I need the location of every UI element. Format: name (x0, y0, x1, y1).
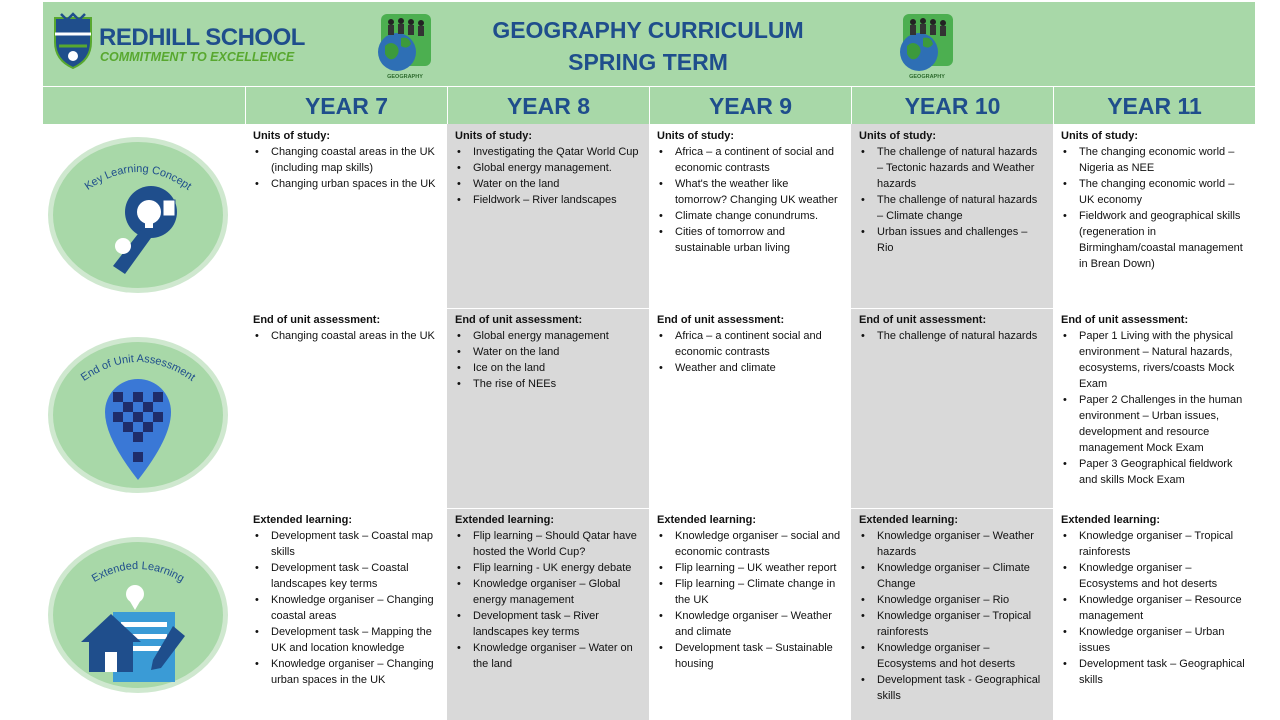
topic-list (455, 328, 641, 392)
section-heading: End of unit assessment: (859, 314, 987, 326)
list-item: • Global energy management (455, 328, 641, 344)
list-item: • Knowledge organiser – Weather and climate (657, 608, 843, 640)
cell-extended-year-11 (1053, 509, 1255, 688)
list-item: • Flip learning - UK energy debate (455, 560, 641, 576)
year-header-row (43, 86, 1255, 124)
cell-assessment-year-9 (649, 309, 851, 376)
svg-text:Key Learning Concept (83, 163, 194, 193)
geography-badge-label: GEOGRAPHY (909, 74, 945, 80)
year-header-10: YEAR 10 (851, 87, 1053, 125)
list-item: • Knowledge organiser – Water on the land (455, 640, 641, 672)
list-item: • Paper 2 Challenges in the human environment – Urban issues, development and resource management Mock Exam (1061, 392, 1247, 456)
list-item: • Knowledge organiser – Urban issues (1061, 624, 1247, 656)
section-heading: End of unit assessment: (657, 314, 785, 326)
topic-list (253, 144, 439, 192)
topic-list (1061, 328, 1247, 488)
section-heading: Units of study: (859, 130, 936, 142)
topic-list (657, 328, 843, 376)
list-item: • Knowledge organiser – Ecosystems and hot deserts (1061, 560, 1247, 592)
cell-units-year-9 (649, 125, 851, 256)
title-line-2: SPRING TERM (568, 49, 728, 75)
list-item: • Weather and climate (657, 360, 843, 376)
list-item: • The challenge of natural hazards – Tectonic hazards and Weather hazards (859, 144, 1045, 192)
list-item: • Knowledge organiser – Changing coastal areas (253, 592, 439, 624)
key-learning-concept-badge (53, 142, 223, 288)
section-heading: End of unit assessment: (455, 314, 583, 326)
list-item: • Investigating the Qatar World Cup (455, 144, 641, 160)
school-name: REDHILL SCHOOL (99, 24, 305, 51)
list-item: • Africa – a continent of social and economic contrasts (657, 144, 843, 176)
geography-badge-left (375, 12, 435, 82)
topic-list (253, 328, 439, 344)
topic-list (859, 528, 1045, 704)
list-item: • Cities of tomorrow and sustainable urban living (657, 224, 843, 256)
list-item: • Ice on the land (455, 360, 641, 376)
list-item: • Development task – Sustainable housing (657, 640, 843, 672)
section-heading: Units of study: (1061, 130, 1138, 142)
assessment-label: End of Unit Assessment (78, 352, 198, 384)
list-item: • Knowledge organiser – Global energy management (455, 576, 641, 608)
list-item: • Changing coastal areas in the UK (253, 328, 439, 344)
year-header-8: YEAR 8 (447, 87, 649, 125)
list-item: • Knowledge organiser – Rio (859, 592, 1045, 608)
list-item: • Knowledge organiser – social and economic contrasts (657, 528, 843, 560)
key-learning-label: Key Learning Concept (82, 162, 194, 193)
list-item: • Paper 1 Living with the physical environment – Natural hazards, ecosystems, rivers/coasts Mock Exam (1061, 328, 1247, 392)
cell-assessment-year-10 (851, 309, 1053, 344)
list-item: • Fieldwork – River landscapes (455, 192, 641, 208)
list-item: • The rise of NEEs (455, 376, 641, 392)
map-pin-icon (53, 342, 223, 488)
list-item: • Development task – Geographical skills (1061, 656, 1247, 688)
geography-badge-right (897, 12, 957, 82)
list-item: • Changing urban spaces in the UK (253, 176, 439, 192)
list-item: • Water on the land (455, 344, 641, 360)
globe-icon (375, 12, 435, 74)
year-header-9: YEAR 9 (649, 87, 851, 125)
title-line-1: GEOGRAPHY CURRICULUM (492, 17, 804, 43)
list-item: • The changing economic world – Nigeria as NEE (1061, 144, 1247, 176)
list-item: • Development task – River landscapes key terms (455, 608, 641, 640)
list-item: • Water on the land (455, 176, 641, 192)
cell-extended-year-7 (245, 509, 447, 688)
section-heading: Units of study: (455, 130, 532, 142)
extended-learning-badge (53, 542, 223, 688)
topic-list (455, 528, 641, 672)
list-item: • The changing economic world – UK economy (1061, 176, 1247, 208)
section-heading: Units of study: (253, 130, 330, 142)
list-item: • Knowledge organiser – Tropical rainforests (859, 608, 1045, 640)
list-item: • Changing coastal areas in the UK (including map skills) (253, 144, 439, 176)
section-heading: End of unit assessment: (253, 314, 381, 326)
header-banner (43, 2, 1255, 86)
list-item: • Flip learning – Should Qatar have hosted the World Cup? (455, 528, 641, 560)
list-item: • Climate change conundrums. (657, 208, 843, 224)
key-lightbulb-icon (53, 142, 223, 288)
list-item: • Development task – Coastal landscapes key terms (253, 560, 439, 592)
section-heading: Extended learning: (859, 514, 959, 526)
globe-icon (897, 12, 957, 74)
topic-list (1061, 528, 1247, 688)
list-item: • Africa – a continent social and economic contrasts (657, 328, 843, 360)
topic-list (859, 144, 1045, 256)
section-heading: End of unit assessment: (1061, 314, 1189, 326)
section-heading: Extended learning: (253, 514, 353, 526)
cell-assessment-year-11 (1053, 309, 1255, 488)
school-crest-icon (51, 12, 95, 70)
list-item: • Development task – Mapping the UK and location knowledge (253, 624, 439, 656)
year-header-7: YEAR 7 (245, 87, 447, 125)
cell-units-year-11 (1053, 125, 1255, 272)
section-heading: Units of study: (657, 130, 734, 142)
topic-list (859, 328, 1045, 344)
topic-list (455, 144, 641, 208)
list-item: • Development task - Geographical skills (859, 672, 1045, 704)
list-item: • Flip learning – UK weather report (657, 560, 843, 576)
geography-badge-label: GEOGRAPHY (387, 74, 423, 80)
list-item: • Flip learning – Climate change in the UK (657, 576, 843, 608)
list-item: • Knowledge organiser – Tropical rainforests (1061, 528, 1247, 560)
cell-units-year-8 (447, 125, 649, 208)
cell-extended-year-9 (649, 509, 851, 672)
list-item: • Paper 3 Geographical fieldwork and skills Mock Exam (1061, 456, 1247, 488)
list-item: • Development task – Coastal map skills (253, 528, 439, 560)
section-heading: Extended learning: (657, 514, 757, 526)
list-item: • Global energy management. (455, 160, 641, 176)
svg-text:Extended Learning (90, 560, 186, 585)
list-item: • Knowledge organiser – Changing urban spaces in the UK (253, 656, 439, 688)
list-item: • Knowledge organiser – Resource management (1061, 592, 1247, 624)
house-notepad-icon (53, 542, 223, 688)
school-motto: COMMITMENT TO EXCELLENCE (100, 50, 295, 64)
extended-label: Extended Learning (89, 559, 187, 585)
list-item: • The challenge of natural hazards – Climate change (859, 192, 1045, 224)
cell-units-year-10 (851, 125, 1053, 256)
list-item: • The challenge of natural hazards (859, 328, 1045, 344)
cell-assessment-year-7 (245, 309, 447, 344)
list-item: • Fieldwork and geographical skills (regeneration in Birmingham/coastal management in Brean Down) (1061, 208, 1247, 272)
section-heading: Extended learning: (455, 514, 555, 526)
list-item: • Knowledge organiser – Climate Change (859, 560, 1045, 592)
topic-list (253, 528, 439, 688)
cell-assessment-year-8 (447, 309, 649, 392)
cell-extended-year-8 (447, 509, 649, 672)
section-heading: Extended learning: (1061, 514, 1161, 526)
list-item: • Knowledge organiser – Weather hazards (859, 528, 1045, 560)
end-of-unit-assessment-badge (53, 342, 223, 488)
page-title (443, 14, 853, 78)
topic-list (657, 144, 843, 256)
list-item: • Urban issues and challenges – Rio (859, 224, 1045, 256)
list-item: • What's the weather like tomorrow? Changing UK weather (657, 176, 843, 208)
cell-units-year-7 (245, 125, 447, 192)
school-logo (51, 8, 305, 74)
year-header-11: YEAR 11 (1053, 87, 1255, 125)
cell-extended-year-10 (851, 509, 1053, 704)
list-item: • Knowledge organiser – Ecosystems and hot deserts (859, 640, 1045, 672)
topic-list (657, 528, 843, 672)
topic-list (1061, 144, 1247, 272)
